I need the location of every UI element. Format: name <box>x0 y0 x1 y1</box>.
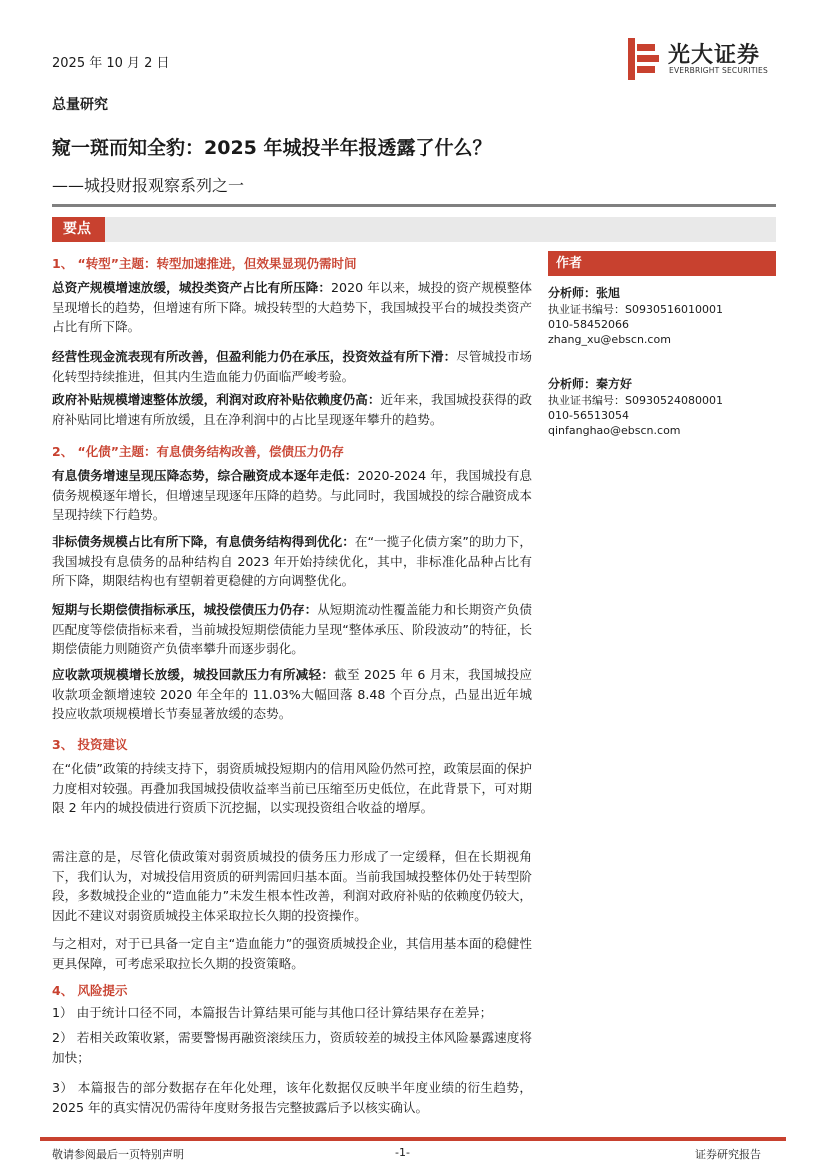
paragraph-text: 从短期流动性覆盖能力和长期资产负债匹配度等偿债指标来看，当前城投短期偿债能力呈现“整体承压、阶段波动”的特征，长期偿债能力则随资产负债率攀升而逐步弱化。 <box>52 602 533 656</box>
paragraph-text: 3） 本篇报告的部分数据存在年化处理，该年化数据仅反映半年度业绩的衍生趋势，2025 年的真实情况仍需待年度财务报告完整披露后予以核实确认。 <box>52 1080 532 1115</box>
footer-divider <box>40 1137 786 1141</box>
title-divider <box>52 204 776 207</box>
paragraph <box>52 665 532 724</box>
author-email[interactable]: qinfanghao@ebscn.com <box>548 424 681 437</box>
author-name: 分析师：张旭 <box>548 286 621 300</box>
paragraph <box>52 847 532 925</box>
author-email[interactable]: zhang_xu@ebscn.com <box>548 333 671 346</box>
paragraph-text: 2020-2024 年，我国城投有息债务规模逐年增长，但增速呈现逐年压降的趋势。与此同时，我国城投的综合融资成本呈现持续下行趋势。 <box>52 468 532 522</box>
paragraph-lead: 总资产规模增速放缓，城投类资产占比有所压降： <box>52 280 332 295</box>
paragraph-lead: 应收款项规模增长放缓，城投回款压力有所减轻： <box>52 667 335 682</box>
paragraph-text: 需注意的是，尽管化债政策对弱资质城投的债务压力形成了一定缓释，但在长期视角下，我们认为，对城投信用资质的研判需回归基本面。当前我国城投整体仍处于转型阶段，多数城投企业的“造血能力”未发生根本性改善，利润对政府补贴的依赖度仍较大，因此不建议对弱资质城投主体采取拉长久期的投资操作。 <box>52 849 532 923</box>
paragraph-lead: 有息债务增速呈现压降态势，综合融资成本逐年走低： <box>52 468 358 483</box>
risk-item <box>52 1003 532 1023</box>
report-title: 窥一斑而知全豹：2025 年城投半年报透露了什么？ <box>52 137 492 159</box>
report-date: 2025 年 10 月 2 日 <box>52 56 170 71</box>
author-phone: 010-56513054 <box>548 409 629 422</box>
brand-logo <box>626 38 776 80</box>
author-card <box>548 284 723 347</box>
author-phone: 010-58452066 <box>548 318 629 331</box>
paragraph <box>52 532 532 591</box>
paragraph-text: 截至 2025 年 6 月末，我国城投应收款项金额增速较 2020 年全年的 11.03%大幅回落 8.48 个百分点，凸显出近年城投应收款项规模增长节奏显著放缓的态势。 <box>52 667 533 721</box>
paragraph-text: 在“化债”政策的持续支持下，弱资质城投短期内的信用风险仍然可控，政策层面的保护力度相对较强。再叠加我国城投债收益率当前已压缩至历史低位，在此背景下，可对期限 2 年内的城投债进行资质下沉挖掘，以实现投资组合收益的增厚。 <box>52 761 532 815</box>
report-category: 总量研究 <box>52 97 108 113</box>
paragraph-text: 2020 年以来，城投的资产规模整体呈现增长的趋势，但增速有所下降。城投转型的大趋势下，我国城投平台的城投类资产占比有所下降。 <box>52 280 532 334</box>
brand-name-cn: 光大证券 <box>668 43 761 68</box>
paragraph <box>52 934 532 973</box>
section-heading: 2、 “化债”主题：有息债务结构改善，偿债压力仍存 <box>52 444 344 459</box>
paragraph-lead: 非标债务规模占比有所下降，有息债务结构得到优化： <box>52 534 355 549</box>
paragraph <box>52 390 532 429</box>
author-license: 执业证书编号：S0930524080001 <box>548 394 723 407</box>
paragraph-text: 2） 若相关政策收紧，需要警惕再融资滚续压力，资质较差的城投主体风险暴露速度将加快； <box>52 1030 532 1065</box>
author-name: 分析师：秦方好 <box>548 377 633 391</box>
report-subtitle: ——城投财报观察系列之一 <box>52 176 245 195</box>
paragraph <box>52 278 532 337</box>
paragraph-text: 1） 由于统计口径不同，本篇报告计算结果可能与其他口径计算结果存在差异； <box>52 1005 493 1020</box>
paragraph <box>52 759 532 818</box>
paragraph-text: 与之相对，对于已具备一定自主“造血能力”的强资质城投企业，其信用基本面的稳健性更具保障，可考虑采取拉长久期的投资策略。 <box>52 936 532 971</box>
paragraph-lead: 短期与长期偿债指标承压，城投偿债压力仍存： <box>52 602 318 617</box>
section-heading: 4、 风险提示 <box>52 983 128 998</box>
key-points-bar <box>52 217 776 242</box>
document-type: 证券研究报告 <box>695 1148 761 1161</box>
key-points-label: 要点 <box>52 217 105 242</box>
paragraph-lead: 政府补贴规模增速整体放缓，利润对政府补贴依赖度仍高： <box>52 392 381 407</box>
paragraph-text: 尽管城投市场化转型持续推进，但其内生造血能力仍面临严峻考验。 <box>52 349 533 384</box>
author-card <box>548 375 723 438</box>
footer-disclaimer[interactable]: 敬请参阅最后一页特别声明 <box>52 1148 184 1161</box>
page-number: -1- <box>395 1146 410 1159</box>
section-heading: 3、 投资建议 <box>52 737 128 752</box>
paragraph <box>52 600 532 659</box>
paragraph <box>52 347 532 386</box>
risk-item <box>52 1028 532 1067</box>
risk-item <box>52 1078 532 1117</box>
paragraph-text: 在“一揽子化债方案”的助力下，我国城投有息债务的品种结构自 2023 年开始持续优化，其中，非标准化品种占比有所下降，期限结构也有望朝着更稳健的方向调整优化。 <box>52 534 532 588</box>
brand-name-en: EVERBRIGHT SECURITIES <box>669 66 768 75</box>
author-license: 执业证书编号：S0930516010001 <box>548 303 723 316</box>
paragraph-text: 近年来，我国城投获得的政府补贴同比增速有所放缓，且在净利润中的占比呈现逐年攀升的趋势。 <box>52 392 533 427</box>
section-heading: 1、 “转型”主题：转型加速推进，但效果显现仍需时间 <box>52 256 357 271</box>
paragraph <box>52 466 532 525</box>
paragraph-lead: 经营性现金流表现有所改善，但盈利能力仍在承压，投资效益有所下滑： <box>52 349 457 364</box>
authors-label: 作者 <box>548 251 776 276</box>
everbright-logo-icon <box>626 38 662 80</box>
